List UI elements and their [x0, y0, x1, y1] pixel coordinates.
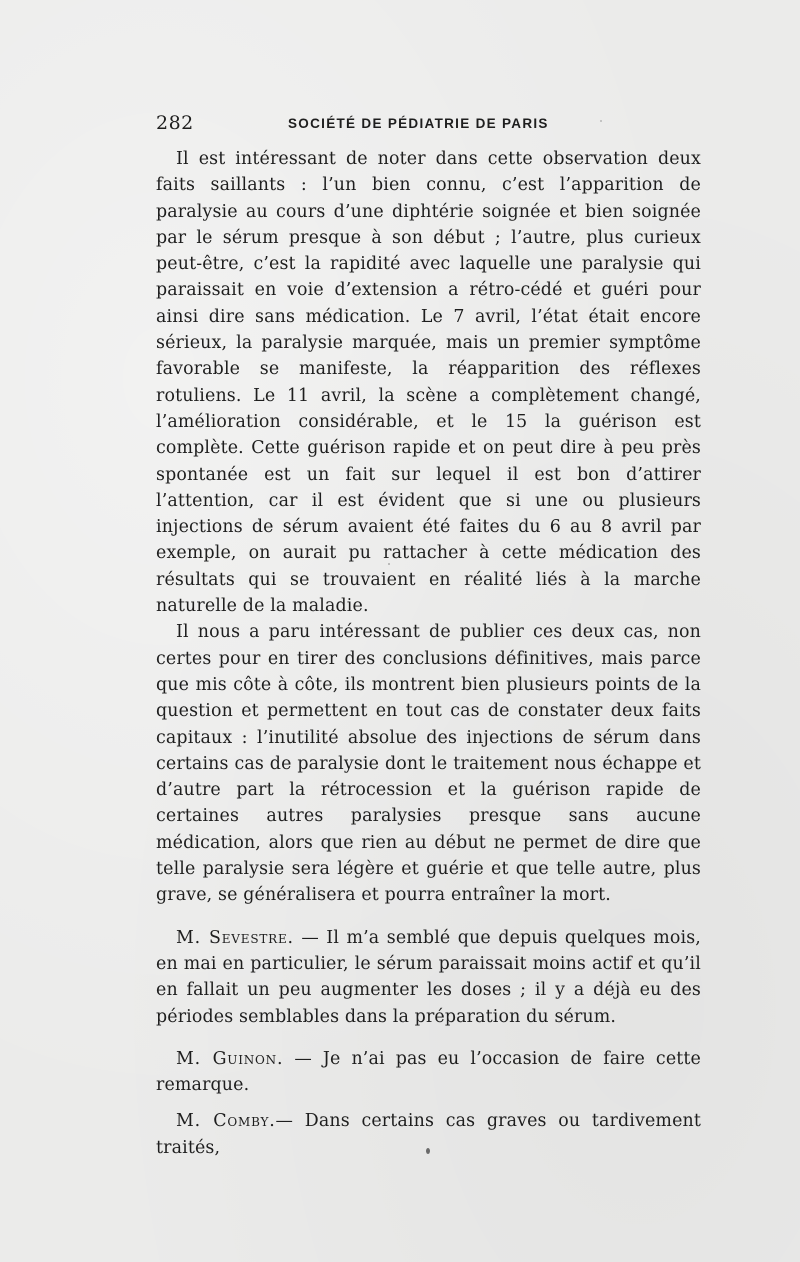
paper-speck [600, 120, 602, 122]
speaker-name: M. Guinon. [176, 1048, 284, 1069]
speech-text: — Il m’a semblé que depuis quelques mois, en mai en particulier, le sérum paraissait moins actif et qu’il en fallait un peu augmenter les doses ; il y a déjà eu des périodes semblables dans la préparation du sérum. [156, 927, 701, 1027]
paper-speck [426, 1148, 430, 1154]
speaker-name: M. Comby. [176, 1111, 276, 1132]
speech-text: — Je n’ai pas eu l’occasion de faire cette remarque. [156, 1048, 701, 1096]
speaker-name: M. Sevestre. [176, 927, 294, 948]
page-header [156, 112, 701, 142]
running-head: SOCIÉTÉ DE PÉDIATRIE DE PARIS [288, 116, 549, 131]
discussion-guinon [156, 1046, 701, 1099]
body-text [156, 146, 701, 1161]
page-number: 282 [156, 112, 194, 134]
speech-text: — Dans certains cas graves ou tardivement traités, [156, 1111, 701, 1158]
discussion-sevestre [156, 925, 701, 1030]
paper-speck [388, 563, 390, 565]
paragraph-observation: Il est intéressant de noter dans cette observation deux faits saillants : l’un bien connu, c’est l’apparition de paralysie au cours d’une diphtérie soignée et bien soignée par le sérum presque à son début ; l’autre, plus curieux peut-être, c’est la rapidité avec laquelle une paralysie qui paraissait en voie d’extension a rétro-cédé et guéri pour ainsi dire sans médication. Le 7 avril, l’état était encore sérieux, la paralysie marquée, mais un premier symptôme favorable se manifeste, la réapparition des réflexes rotuliens. Le 11 avril, la scène a complètement changé, l’amélioration considérable, et le 15 la guérison est complète. Cette guérison rapide et on peut dire à peu près spontanée est un fait sur lequel il est bon d’attirer l’attention, car il est évident que si une ou plusieurs injections de sérum avaient été faites du 6 au 8 avril par exemple, on aurait pu rattacher à cette médication des résultats qui se trouvaient en réalité liés à la marche naturelle de la maladie. [156, 149, 701, 617]
paragraph-conclusion: Il nous a paru intéressant de publier ces deux cas, non certes pour en tirer des conclusions définitives, mais parce que mis côte à côte, ils montrent bien plusieurs points de la question et permettent en tout cas de constater deux faits capitaux : l’inutilité absolue des injections de sérum dans certains cas de paralysie dont le traitement nous échappe et d’autre part la rétrocession et la guérison rapide de certaines autres paralysies presque sans aucune médication, alors que rien au début ne permet de dire que telle paralysie sera légère et guérie et que telle autre, plus grave, se généralisera et pourra entraîner la mort. [156, 622, 701, 906]
